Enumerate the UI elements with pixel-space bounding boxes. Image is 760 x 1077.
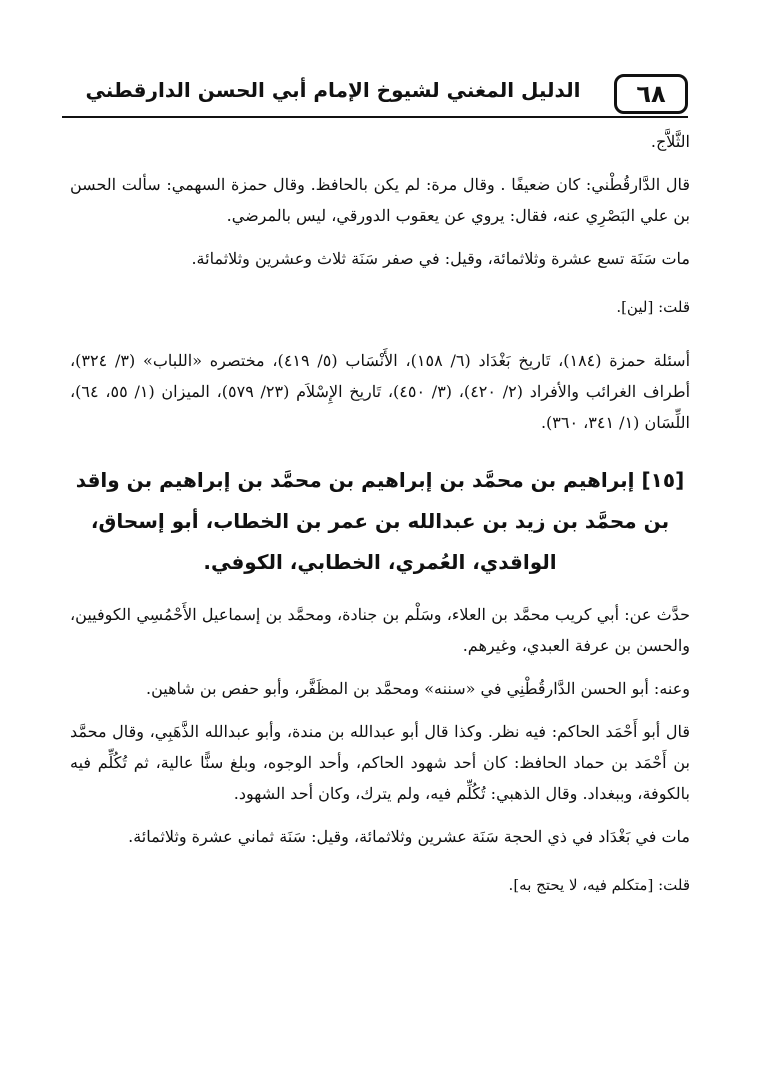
running-title: الدليل المغني لشيوخ الإمام أبي الحسن الدارقطني [85, 78, 581, 102]
entry-teachers: حدَّث عن: أبي كريب محمَّد بن العلاء، وسَلْم بن جنادة، ومحمَّد بن إسماعيل الأَحْمُسِي الكوفيين، والحسن بن عرفة العبدي، وغيرهم. [70, 605, 690, 655]
previous-entry-continuation: الثَّلاَّج. [650, 132, 690, 151]
entry-opinions: قال أبو أَحْمَد الحاكم: فيه نظر. وكذا قال أبو عبدالله بن مندة، وأبو عبدالله الذَّهَبِي، وقال محمَّد بن أَحْمَد بن حماد الحافظ: كان أحد شهود الحاكم، وأحد الوجوه، وبلغ سنًّا عالية، ثم تُكُلِّم فيه بالكوفة، وببغداد. وقال الذهبي: تُكُلِّم فيه، ولم يترك، وكان أحد الشهود. [70, 722, 690, 803]
page-number: ٦٨ [614, 74, 688, 114]
page-body [70, 122, 690, 901]
entry-heading: [١٥] إبراهيم بن محمَّد بن إبراهيم بن محمَّد بن إبراهيم بن واقد بن محمَّد بن زيد بن عبدالله بن عمر بن الخطاب، أبو إسحاق، الواقدي، العُمري، الخطابي، الكوفي. [75, 468, 685, 574]
previous-entry-death: مات سَنَة تسع عشرة وثلاثمائة، وقيل: في صفر سَنَة ثلاث وعشرين وثلاثمائة. [191, 249, 690, 268]
entry-students: وعنه: أبو الحسن الدَّارقُطْنِي في «سننه» ومحمَّد بن المظَفَّر، وأبو حفص بن شاهين. [145, 679, 690, 698]
entry-death: مات في بَغْدَاد في ذي الحجة سَنَة عشرين وثلاثمائة، وقيل: سَنَة ثماني عشرة وثلاثمائة. [128, 827, 690, 846]
running-header [62, 72, 688, 118]
previous-entry-opinions: قال الدَّارقُطْني: كان ضعيفًا . وقال مرة: لم يكن بالحافظ. وقال حمزة السهمي: سألت الحسن بن علي البَصْرِي عنه، فقال: يروي عن يعقوب الدورقي، ليس بالمرضي. [70, 175, 690, 225]
previous-entry-verdict: قلت: [لين]. [616, 298, 690, 316]
previous-entry-sources: أسئلة حمزة (١٨٤)، تَاريخ بَغْدَاد (٦/ ١٥٨)، الأَنْسَاب (٥/ ٤١٩)، مختصره «اللباب» (٣/ ٣٢٤)، أطراف الغرائب والأفراد (٢/ ٤٢٠)، (٣/ ٤٥٠)، تَاريخ الإِسْلاَم (٢٣/ ٥٧٩)، الميزان (١/ ٥٥، ٦٤)، اللِّسَان (١/ ٣٤١، ٣٦٠). [70, 351, 691, 432]
entry-verdict: قلت: [متكلم فيه، لا يحتج به]. [508, 876, 690, 894]
